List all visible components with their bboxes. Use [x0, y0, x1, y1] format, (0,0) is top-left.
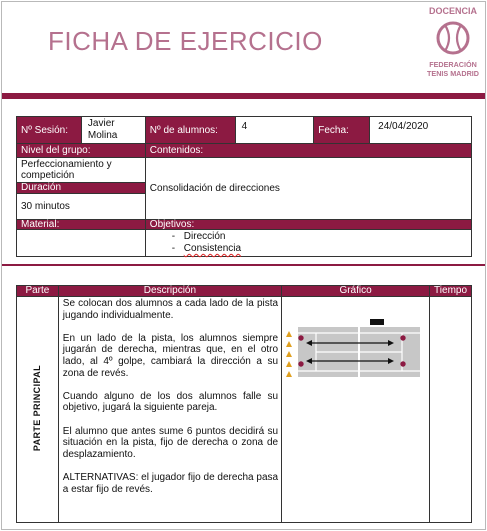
session-label: Nº Sesión: — [17, 117, 82, 144]
top-rule — [2, 93, 485, 99]
col-header-time: Tiempo — [430, 286, 472, 297]
player-icon — [400, 361, 405, 366]
col-header-description: Descripción — [58, 286, 281, 297]
objectives-cell — [145, 230, 471, 257]
description-paragraph: ALTERNATIVAS: el jugador fijo de derecha pasa a estar fijo de revés. — [62, 471, 279, 495]
objective-item — [172, 243, 467, 255]
contents-label: Contenidos: — [145, 144, 471, 158]
ball-basket-icon — [370, 319, 384, 325]
tennis-ball-icon — [436, 20, 470, 58]
duration-value: 30 minutos — [17, 194, 146, 220]
contents-value: Consolidación de direcciones — [145, 158, 471, 220]
logo-line-2: TENIS MADRID — [427, 69, 479, 78]
session-value: Javier Molina — [81, 117, 145, 144]
time-cell — [430, 297, 472, 523]
description-paragraph: Se colocan dos alumnos a cada lado de la pista jugando individualmente. — [62, 298, 279, 321]
level-label: Nivel del grupo: — [17, 144, 146, 158]
description-paragraph: El alumno que antes sume 6 puntos decidirá su situación en la pista, fijo de derecha o zona de desplazamiento. — [62, 425, 279, 460]
material-value — [17, 230, 146, 257]
logo-bottom-text — [420, 60, 486, 78]
duration-label: Duración — [17, 183, 146, 194]
player-icon — [400, 335, 405, 340]
objectives-label: Objetivos: — [145, 220, 471, 230]
page-title: FICHA DE EJERCICIO — [48, 26, 323, 56]
objectives-list — [150, 231, 467, 255]
graphic-cell — [282, 297, 430, 523]
students-value: 4 — [235, 117, 314, 144]
federation-logo — [420, 4, 486, 82]
session-info-table — [16, 116, 472, 257]
description-paragraph: Cuando alguno de los dos alumnos falle su objetivo, jugará la siguiente pareja. — [62, 390, 279, 414]
logo-top-text: DOCENCIA — [428, 6, 477, 16]
description-cell — [58, 297, 281, 523]
player-icon — [298, 361, 303, 366]
player-icon — [298, 335, 303, 340]
court-diagram — [282, 297, 429, 397]
part-label: PARTE PRINCIPAL — [32, 364, 43, 452]
col-header-part: Parte — [17, 286, 59, 297]
col-header-graphic: Gráfico — [282, 286, 430, 297]
students-label: Nº de alumnos: — [145, 117, 235, 144]
part-cell — [17, 297, 59, 523]
material-label: Material: — [17, 220, 146, 230]
objective-item-text: Consistencia — [183, 243, 242, 254]
waiting-players-cones — [286, 331, 292, 377]
objective-item: - Dirección — [172, 231, 467, 243]
date-label: Fecha: — [314, 117, 370, 144]
exercise-table — [16, 285, 472, 523]
middle-rule — [2, 264, 485, 266]
date-value: 24/04/2020 — [370, 117, 472, 144]
logo-line-1: FEDERACIÓN — [429, 60, 477, 69]
description-paragraph: En un lado de la pista, los alumnos siempre jugarán de derecha, mientras que, en el otro lado, al 4º golpe, cambiará la dirección a su zona de revés. — [62, 332, 279, 379]
level-value: Perfeccionamiento y competición — [17, 158, 146, 183]
